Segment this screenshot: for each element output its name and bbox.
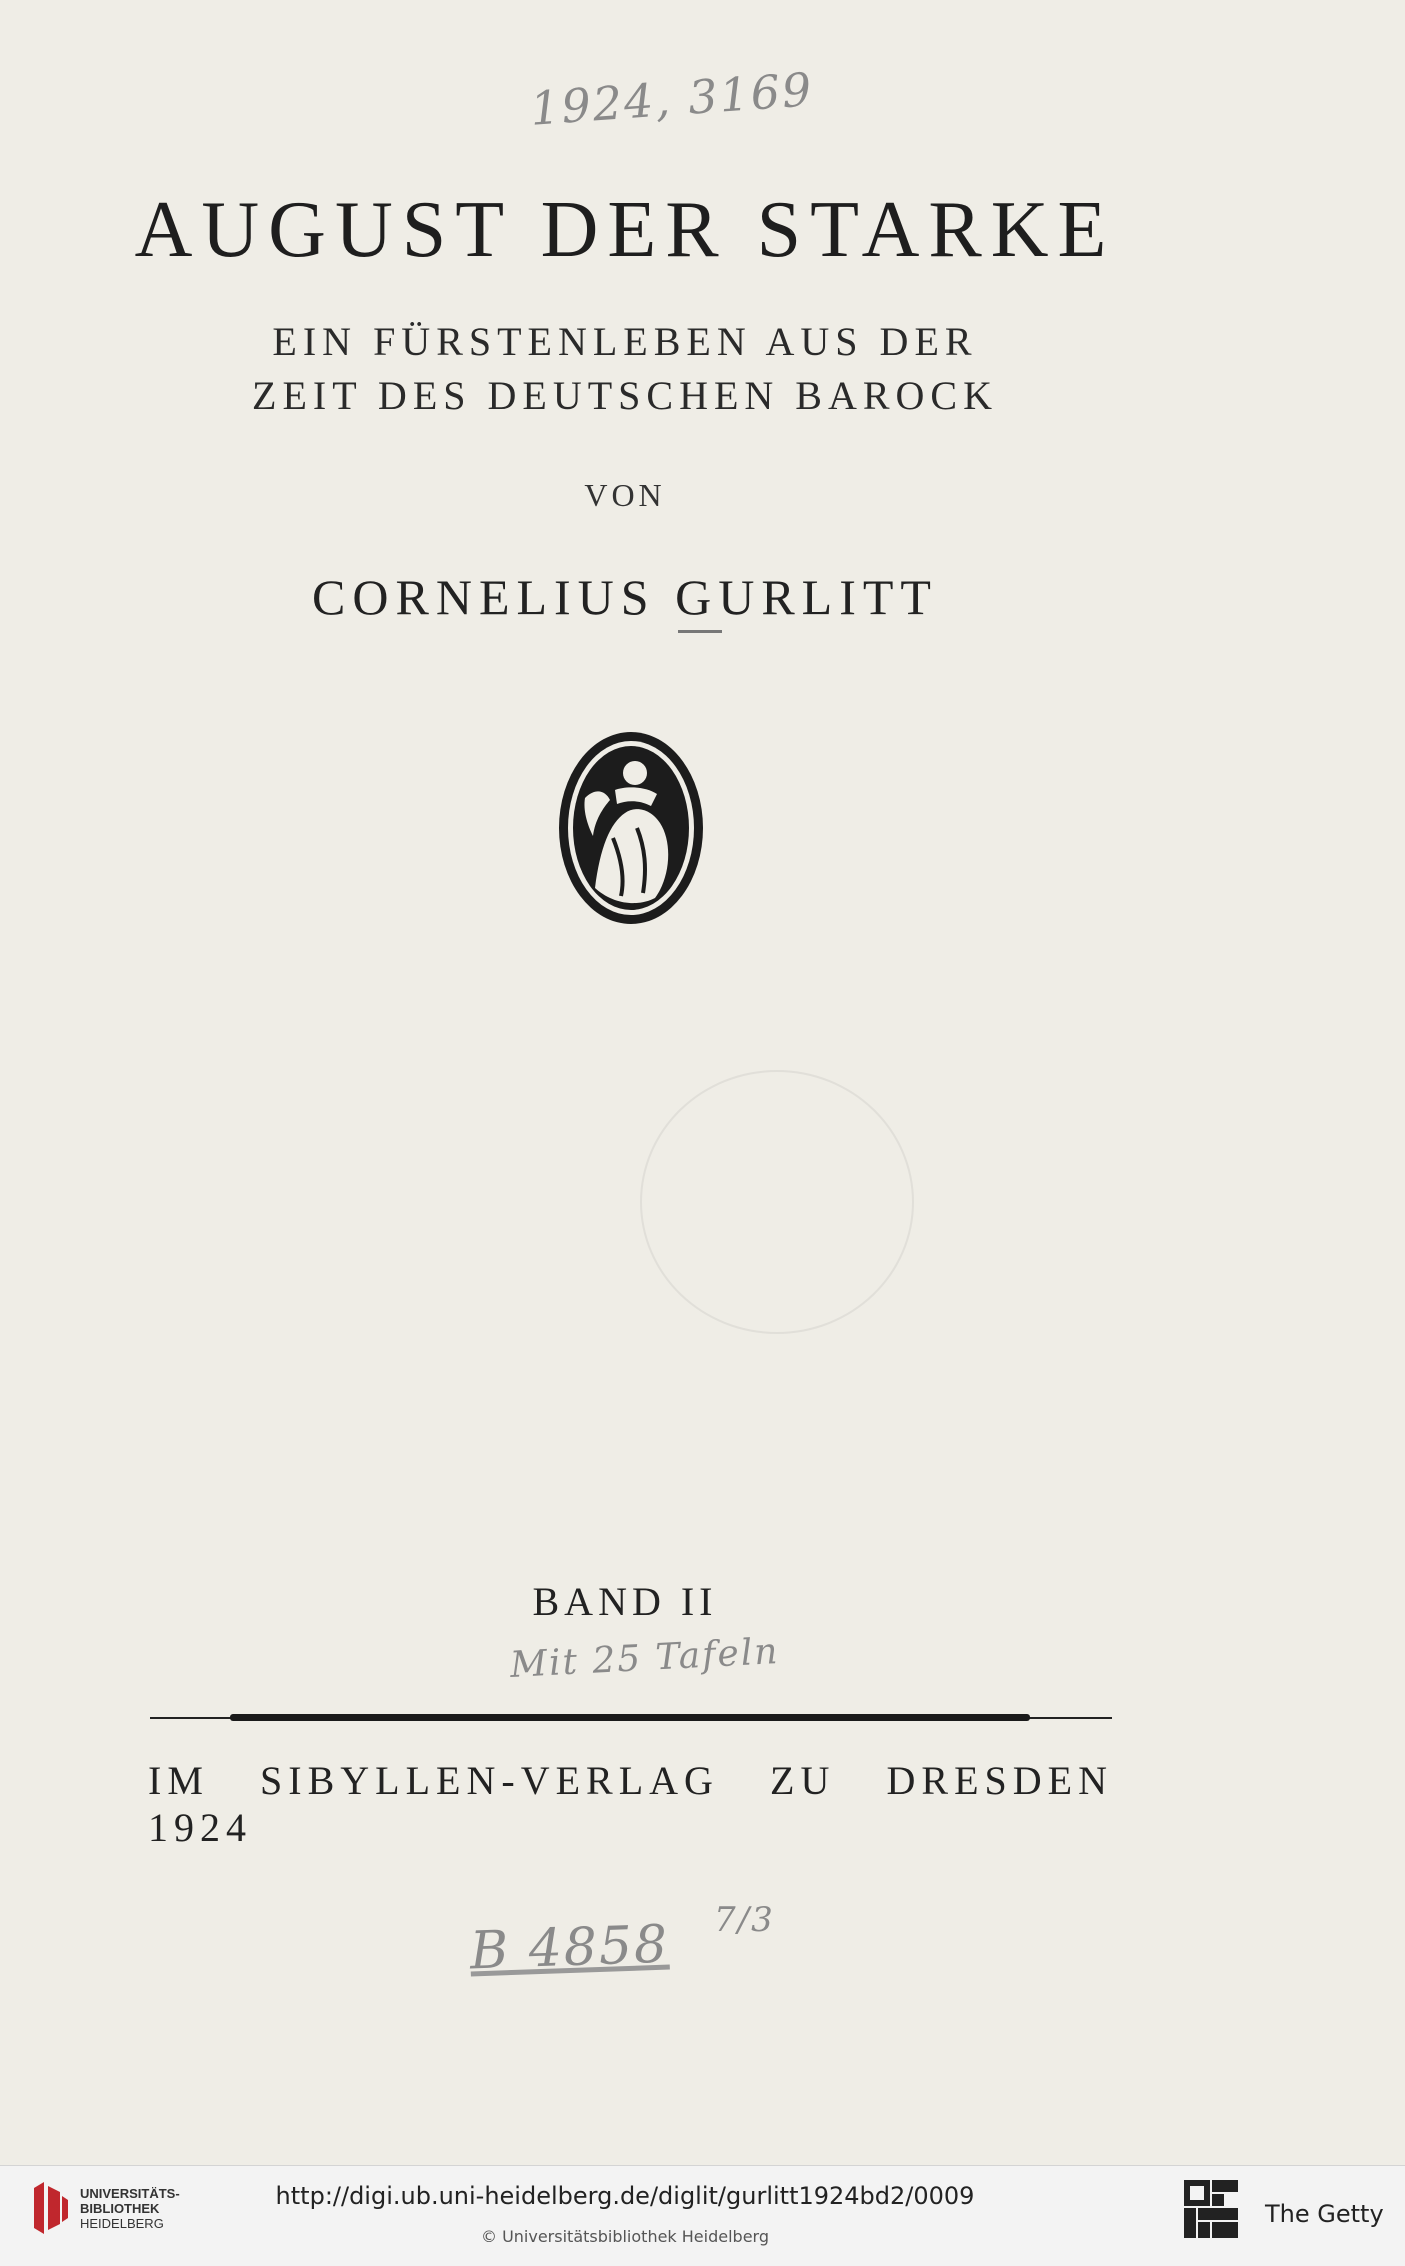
handwritten-plates-note: Mit 25 Tafeln [509, 1630, 781, 1687]
volume-label: BAND II [532, 1579, 718, 1624]
copyright-notice: © Universitätsbibliothek Heidelberg [480, 2227, 769, 2246]
pencil-underline [678, 630, 722, 633]
library-name-line-1: UNIVERSITÄTS- [80, 2186, 180, 2201]
divider-thick [230, 1714, 1030, 1721]
handwritten-shelfmark: B 4858 [469, 1914, 671, 1982]
subtitle-line-1: EIN FÜRSTENLEBEN AUS DER [272, 319, 978, 364]
subtitle-line-2: ZEIT DES DEUTSCHEN BAROCK [252, 373, 998, 418]
getty-logo[interactable] [1182, 2178, 1242, 2242]
library-name-line-3: HEIDELBERG [80, 2216, 164, 2231]
library-name-line-2: BIBLIOTHEK [80, 2201, 160, 2216]
oval-medallion-icon [555, 728, 707, 928]
book-title: AUGUST DER STARKE [134, 186, 1116, 274]
von-label: VON [584, 477, 666, 513]
permalink-url[interactable]: http://digi.ub.uni-heidelberg.de/diglit/gurlitt1924bd2/0009 [275, 2182, 975, 2210]
handwritten-shelfmark-suffix: 7/3 [714, 1900, 775, 1940]
publisher-line: IM SIBYLLEN-VERLAG ZU DRESDEN 1924 [148, 1758, 1113, 1850]
handwritten-accession-number: 1924, 3169 [528, 62, 815, 136]
author-name: CORNELIUS GURLITT [312, 569, 938, 625]
getty-label: The Getty [1265, 2200, 1384, 2228]
show-through-stamp [640, 1070, 914, 1334]
